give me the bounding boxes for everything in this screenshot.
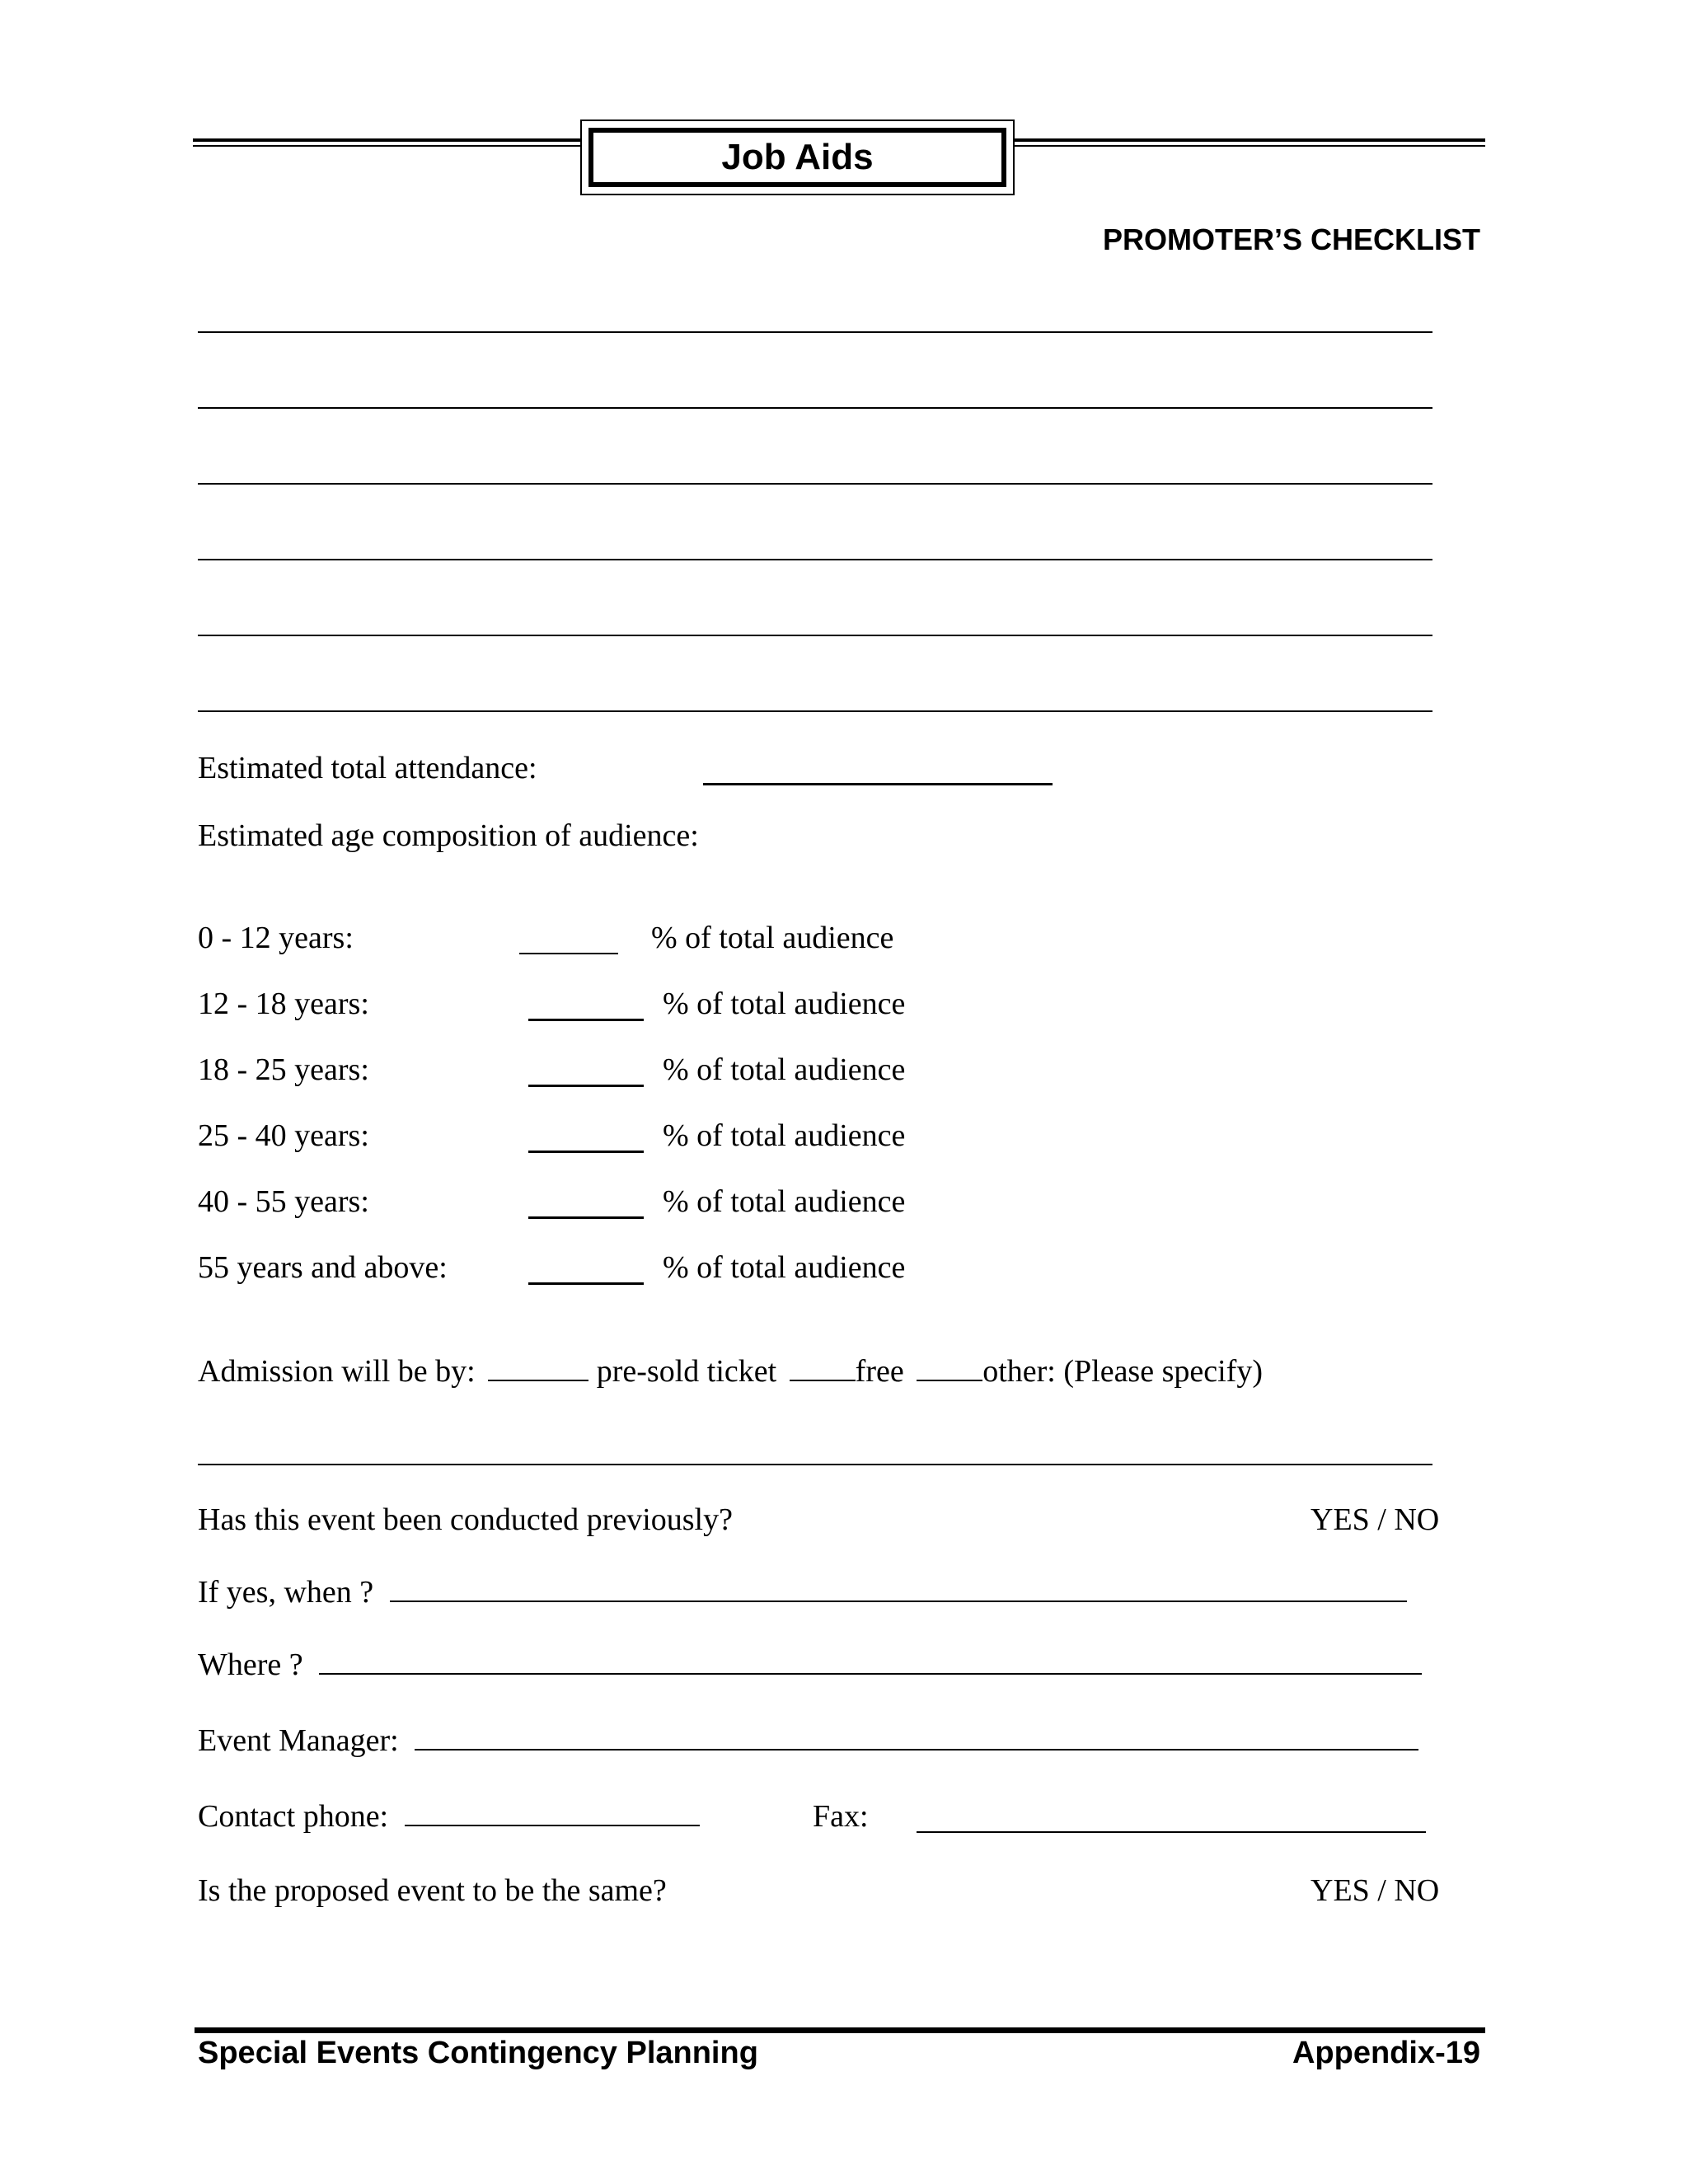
admission-label: Admission will be by: [198,1354,476,1389]
job-aids-box [580,120,1015,195]
age-percent-field[interactable] [528,1258,644,1285]
blank-line-3[interactable] [198,483,1432,485]
age-group-suffix: % of total audience [663,1250,906,1285]
manager-field[interactable] [415,1724,1418,1750]
where-field[interactable] [319,1648,1422,1675]
manager-label: Event Manager: [198,1723,399,1758]
attendance-field[interactable] [703,783,1053,785]
header-rule-right-top [1015,138,1485,142]
admission-row [198,1353,1263,1390]
previous-question: Has this event been conducted previously? [198,1502,733,1537]
phone-label: Contact phone: [198,1799,389,1834]
footer-page-number: Appendix-19 [1292,2036,1480,2070]
phone-field[interactable] [405,1800,700,1826]
age-group-label: 18 - 25 years: [198,1052,369,1087]
previous-yes-no[interactable]: YES / NO [1311,1502,1440,1537]
header-rule-left-top [193,138,580,142]
admission-presold-label: pre-sold ticket [596,1354,777,1389]
header-rule-right-bottom [1015,145,1485,147]
fax-field[interactable] [917,1831,1426,1833]
blank-line-1[interactable] [198,331,1432,333]
where-row [198,1647,1422,1683]
attendance-label: Estimated total attendance: [198,751,537,785]
age-percent-field[interactable] [528,1192,644,1219]
age-group-label: 0 - 12 years: [198,921,354,955]
checklist-title: PROMOTER’S CHECKLIST [1102,223,1480,256]
age-composition-label: Estimated age composition of audience: [198,818,699,853]
age-percent-field[interactable] [519,928,618,954]
blank-line-6[interactable] [198,710,1432,712]
age-group-suffix: % of total audience [663,1184,906,1219]
admission-specify-line[interactable] [198,1464,1432,1465]
blank-line-2[interactable] [198,407,1432,409]
admission-other-field[interactable] [917,1355,982,1381]
age-group-suffix: % of total audience [663,987,906,1021]
age-group-suffix: % of total audience [663,1052,906,1087]
if-yes-label: If yes, when ? [198,1575,374,1610]
footer-title: Special Events Contingency Planning [198,2036,758,2070]
manager-row [198,1722,1418,1759]
phone-row [198,1798,700,1835]
same-yes-no[interactable]: YES / NO [1311,1873,1440,1908]
if-yes-when-field[interactable] [390,1576,1407,1602]
age-percent-field[interactable] [528,1060,644,1087]
job-aids-title: Job Aids [588,128,1006,187]
fax-label: Fax: [813,1799,869,1834]
age-group-label: 25 - 40 years: [198,1118,369,1153]
age-group-label: 12 - 18 years: [198,987,369,1021]
admission-presold-field[interactable] [488,1355,588,1381]
blank-line-4[interactable] [198,559,1432,560]
age-percent-field[interactable] [528,994,644,1021]
age-percent-field[interactable] [528,1126,644,1153]
age-group-label: 40 - 55 years: [198,1184,369,1219]
footer-rule [195,2027,1485,2033]
age-group-label: 55 years and above: [198,1250,448,1285]
age-group-suffix: % of total audience [651,921,894,955]
if-yes-row [198,1574,1407,1610]
same-question: Is the proposed event to be the same? [198,1873,667,1908]
blank-line-5[interactable] [198,635,1432,636]
where-label: Where ? [198,1647,303,1682]
age-group-suffix: % of total audience [663,1118,906,1153]
admission-other-label: other: (Please specify) [982,1354,1263,1389]
attendance-row [198,750,537,786]
admission-free-label: free [855,1354,904,1389]
admission-free-field[interactable] [790,1355,856,1381]
header-rule-left-bottom [193,145,580,147]
